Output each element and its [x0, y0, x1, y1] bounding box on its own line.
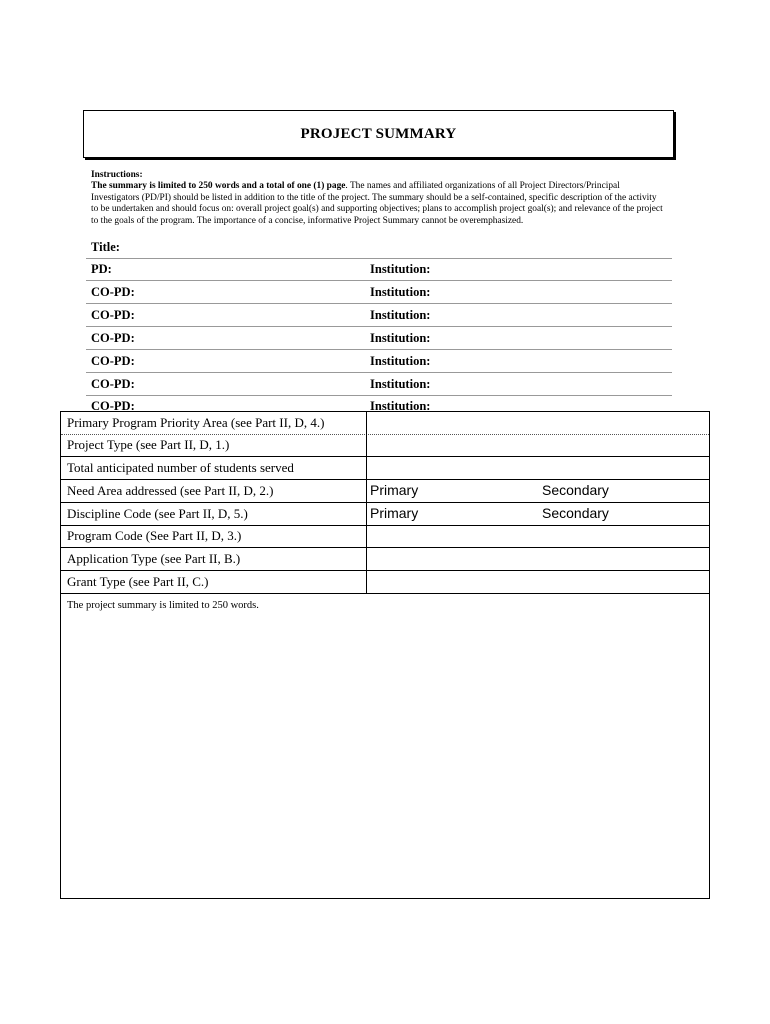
instructions-bold-lead: The summary is limited to 250 words and a total of one (1) page: [91, 181, 346, 192]
table-row: [61, 503, 709, 526]
row-value-field[interactable]: [367, 548, 709, 570]
program-info-table: [60, 411, 710, 899]
institution-label: Institution:: [370, 308, 431, 322]
table-row: [61, 434, 709, 457]
table-row: [61, 412, 709, 435]
row-label: Application Type (see Part II, B.): [61, 548, 367, 570]
institution-label: Institution:: [370, 377, 431, 391]
row-label: Project Type (see Part II, D, 1.): [61, 434, 367, 456]
row-label: Total anticipated number of students served: [61, 457, 367, 479]
institution-label: Institution:: [370, 354, 431, 368]
co-pd-field-row[interactable]: [86, 373, 672, 396]
co-pd-field-row[interactable]: [86, 327, 672, 350]
co-pd-label: CO-PD:: [91, 285, 135, 299]
co-pd-label: CO-PD:: [91, 331, 135, 345]
row-label: Program Code (See Part II, D, 3.): [61, 525, 367, 547]
institution-label: Institution:: [370, 399, 431, 413]
row-value-field[interactable]: [367, 412, 709, 434]
need-area-options: [367, 480, 709, 502]
co-pd-field-row[interactable]: [86, 281, 672, 304]
co-pd-field-row[interactable]: [86, 304, 672, 327]
row-value-field[interactable]: [367, 457, 709, 479]
secondary-option[interactable]: Secondary: [542, 505, 609, 521]
row-label: Discipline Code (see Part II, D, 5.): [61, 503, 367, 525]
table-row: [61, 457, 709, 480]
table-row: [61, 571, 709, 594]
institution-label: Institution:: [370, 262, 431, 276]
summary-text-area[interactable]: [61, 594, 709, 898]
co-pd-field-row[interactable]: [86, 395, 672, 411]
title-box: [83, 110, 674, 158]
instructions-block: [91, 170, 666, 227]
row-label: Grant Type (see Part II, C.): [61, 571, 367, 593]
row-value-field[interactable]: [367, 434, 709, 456]
co-pd-label: CO-PD:: [91, 377, 135, 391]
discipline-code-options: [367, 503, 709, 525]
pd-label: PD:: [91, 262, 112, 276]
table-row: [61, 525, 709, 548]
row-label: Primary Program Priority Area (see Part II, D, 4.): [61, 412, 367, 434]
institution-label: Institution:: [370, 285, 431, 299]
secondary-option[interactable]: Secondary: [542, 482, 609, 498]
instructions-text: [91, 181, 666, 227]
row-value-field[interactable]: [367, 571, 709, 593]
co-pd-field-row[interactable]: [86, 350, 672, 373]
co-pd-label: CO-PD:: [91, 354, 135, 368]
summary-note: The project summary is limited to 250 words.: [67, 600, 259, 611]
page-title: PROJECT SUMMARY: [300, 125, 457, 142]
co-pd-label: CO-PD:: [91, 308, 135, 322]
row-value-field[interactable]: [367, 525, 709, 547]
title-field-row[interactable]: [86, 236, 672, 259]
instructions-body: . The names and affiliated organizations of all Project Directors/Principal Investigators (PD/PI) should be listed in addition to the title of the project. The summary should be a self-contained, specific description of the activity to be undertaken and should focus on: overall project goal(s) and supporting objectives; plans to accomplish project goal(s); and relevance of the project to the goals of the program. The importance of a concise, informative Project Summary cannot be overemphasized.: [91, 181, 663, 226]
pd-field-row[interactable]: [86, 258, 672, 281]
title-label: Title:: [91, 240, 120, 254]
instructions-heading: Instructions:: [91, 170, 143, 180]
table-row: [61, 480, 709, 503]
row-label: Need Area addressed (see Part II, D, 2.): [61, 480, 367, 502]
co-pd-label: CO-PD:: [91, 399, 135, 413]
table-row: [61, 548, 709, 571]
primary-option[interactable]: Primary: [370, 505, 419, 521]
primary-option[interactable]: Primary: [370, 482, 419, 498]
institution-label: Institution:: [370, 331, 431, 345]
